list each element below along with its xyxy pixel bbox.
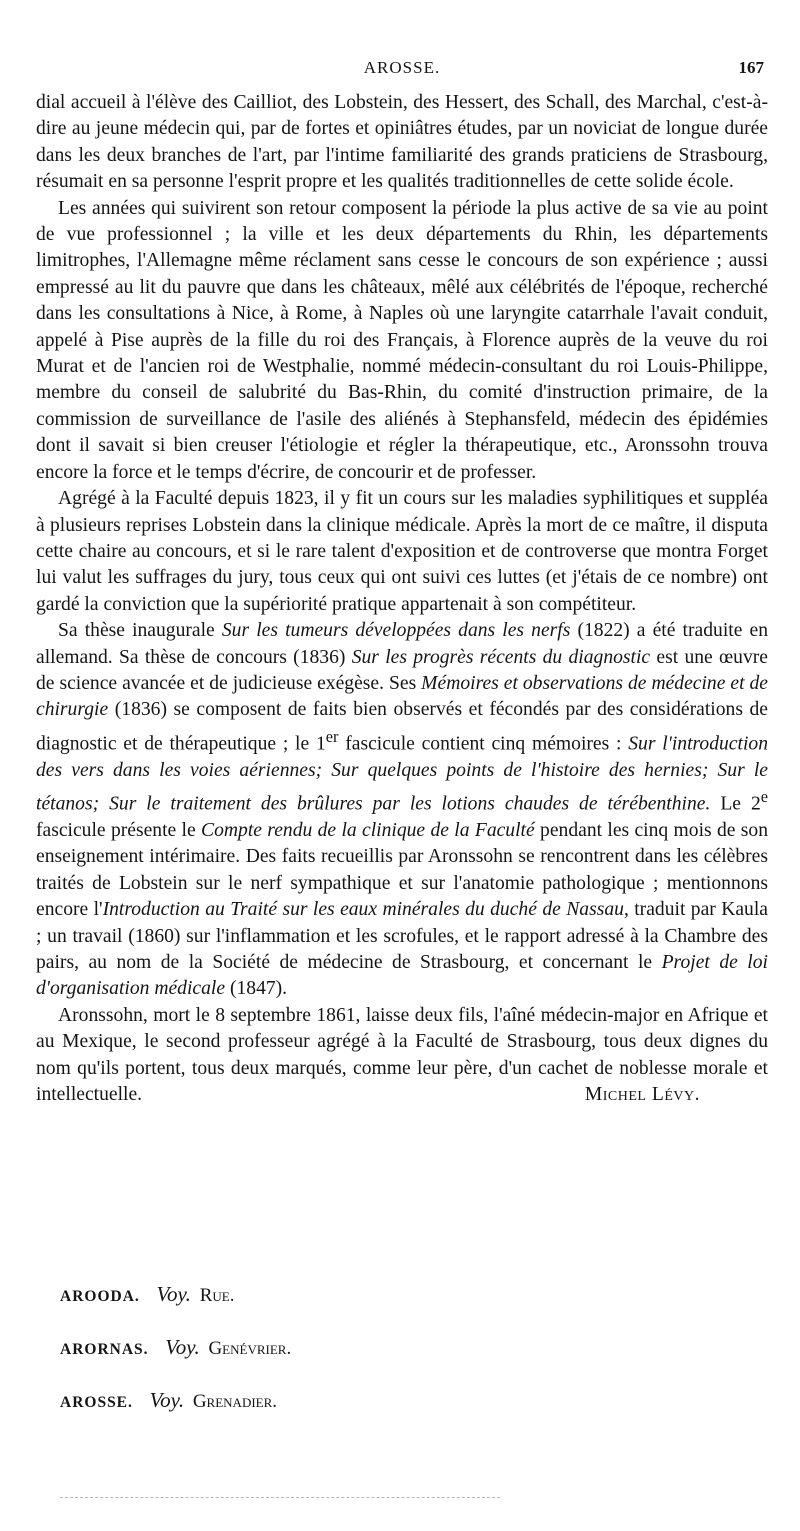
- text-run: est une œuvre de science avancée et de judicieuse exégèse. Ses: [36, 646, 768, 694]
- text-run: dial accueil à l'élève des Cailliot, des Lobstein, des Hessert, des Schall, des Marchal, c'est-à-dire au jeune médecin qui, par de fortes et opiniâtres études, par un noviciat de longue durée dans les deux branches de l'art, par l'intime familiarité des grands praticiens de Strasbourg, résumait en sa personne l'esprit propre et les qualités traditionnelles de cette solide école.: [36, 92, 768, 193]
- page-number: 167: [738, 58, 764, 77]
- italic-title: Mémoires et observations de médecine et de chirurgie: [36, 672, 768, 721]
- footer-rule: [60, 1497, 500, 1498]
- italic-title: Sur les tumeurs développées dans les nerfs: [221, 620, 571, 642]
- italic-title: Projet de loi d'organisation médicale: [36, 952, 768, 1000]
- cross-reference-entry: [60, 1386, 760, 1414]
- cross-reference-target: Rue.: [199, 1285, 235, 1306]
- see-also-label: Voy.: [165, 1335, 200, 1359]
- entry-term: AROODA.: [60, 1288, 140, 1305]
- text-run: , traduit par Kaula ; un travail (1860) sur l'inflammation et les scrofules, et le rapport adressé à la Chambre des pairs, au nom de la Société de médecine de Strasbourg, et concernant le: [36, 899, 768, 974]
- see-also-label: Voy.: [149, 1388, 185, 1412]
- text-run: (1847).: [225, 978, 288, 1000]
- text-run: fascicule contient cinq mémoires :: [338, 733, 629, 755]
- italic-title: Compte rendu de la clinique de la Faculté: [201, 820, 535, 842]
- text-run: pendant les cinq mois de son enseignement intérimaire. Des faits recueillis par Aronssohn se rencontrent dans les célèbres traités de Lobstein sur le nerf sympathique et sur l'anatomie pathologique ; mentionnons encore l': [36, 820, 769, 921]
- cross-reference-entry: [60, 1280, 760, 1308]
- text-run: (1822) a été traduite en allemand. Sa thèse de concours (1836): [36, 620, 769, 668]
- see-also-label: Voy.: [156, 1282, 191, 1306]
- running-header: [36, 58, 768, 82]
- article-body: [36, 90, 768, 1109]
- text-run: Agrégé à la Faculté depuis 1823, il y fit un cours sur les maladies syphilitiques et suppléa à plusieurs reprises Lobstein dans la clinique médicale. Après la mort de ce maître, il disputa cette chaire au concours, et si le rare talent d'exposition et de controverse que montra Forget lui valut les suffrages du jury, tous ceux qui ont suivi ces luttes (et j'étais de ce nombre) ont gardé la conviction que la supériorité pratique appartenait à son compétiteur.: [36, 488, 768, 615]
- entry-term: ARORNAS.: [60, 1341, 149, 1358]
- paragraph: [36, 486, 768, 618]
- italic-title: Sur les progrès récents du diagnostic: [351, 646, 651, 668]
- ordinal-suffix: e: [760, 787, 768, 807]
- paragraph: [36, 618, 768, 1003]
- cross-reference-target: Grenadier.: [192, 1391, 278, 1412]
- text-run: Aronssohn, mort le 8 septembre 1861, laisse deux fils, l'aîné médecin-major en Afrique et au Mexique, le second professeur agrégé à la Faculté de Strasbourg, tous deux dignes du nom qu'ils portent, tous deux marqués, comme leur père, d'un cachet de noblesse morale et intellectuelle.: [36, 1004, 768, 1106]
- paragraph: [36, 196, 768, 486]
- cross-reference-list: [60, 1280, 760, 1414]
- text-run: (1836) se composent de faits bien observés et fécondés par des considérations de diagnostic et de thérapeutique ; le 1: [36, 699, 768, 755]
- text-run: Sa thèse inaugurale: [58, 620, 222, 642]
- cross-reference-target: Genévrier.: [208, 1338, 292, 1359]
- text-run: fascicule présente le: [36, 820, 202, 842]
- cross-reference-entry: [60, 1333, 760, 1361]
- paragraph: [36, 1003, 768, 1109]
- entry-term: AROSSE.: [60, 1394, 133, 1411]
- author-signature: Michel Lévy.: [584, 1084, 700, 1106]
- paragraph: [36, 90, 768, 196]
- running-title: AROSSE.: [363, 58, 441, 77]
- italic-title: Sur l'introduction des vers dans les voies aériennes; Sur quelques points de l'histoire des hernies; Sur le tétanos; Sur le traitement des brûlures par les lotions chaudes de térébenthine.: [36, 733, 768, 815]
- ordinal-suffix: er: [325, 726, 339, 746]
- text-run: Les années qui suivirent son retour composent la période la plus active de sa vie au point de vue professionnel ; la ville et les deux départements du Rhin, les départements limitrophes, l'Allemagne même réclament sans cesse le concours de son expérience ; aussi empressé au lit du pauvre que dans les châteaux, mêlé aux célébrités de l'époque, recherché dans les consultations à Nice, à Rome, à Naples où une laryngite catarrhale l'avait conduit, appelé à Pise auprès de la fille du roi des Français, à Florence auprès de la veuve du roi Murat et de l'ancien roi de Westphalie, nommé médecin-consultant du roi Louis-Philippe, membre du conseil de salubrité du Bas-Rhin, du comité d'instruction primaire, de la commission de surveillance de l'asile des aliénés à Stephansfeld, médecin des épidémies dont il savait si bien creuser l'étiologie et régler la thérapeutique, etc., Aronssohn trouva encore la force et le temps d'écrire, de concourir et de professer.: [36, 197, 768, 483]
- text-run: Le 2: [710, 793, 761, 815]
- italic-title: Introduction au Traité sur les eaux minérales du duché de Nassau: [102, 899, 624, 921]
